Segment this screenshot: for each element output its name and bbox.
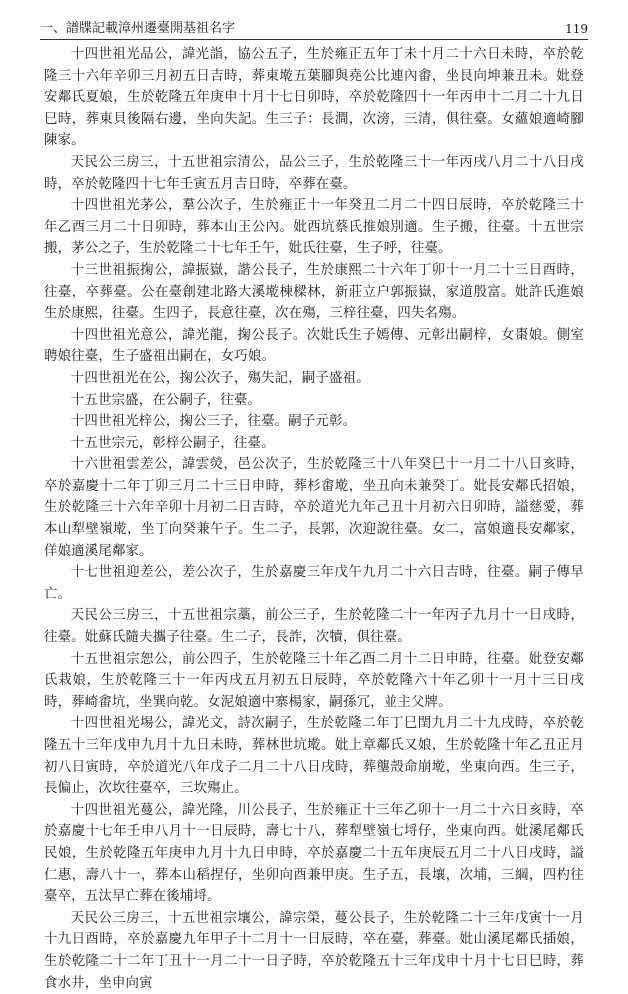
paragraph: 十六世祖雲差公，諱雲熒，邑公次子，生於乾隆三十八年癸巳十一月二十八日亥時，卒於嘉慶十二年丁卯三月二十三日申時，葬杉畬墘，坐丑向未兼癸丁。妣長安鄰氏招娘，生於乾隆三十六年辛卯十月初二日吉時，卒於道光九年己丑十月初六日卯時，謚慈愛，葬本山犁壁嶺墘，坐丁向癸兼午子。生二子，長郭，次迎說往臺。女二，富娘適長安鄰家，佯娘適溪尾鄰家。: [44, 457, 584, 559]
paragraph: 天民公三房三，十五世祖宗壤公，諱宗榮，蔓公長子，生於乾隆二十三年戊寅十一月十九日酉時，卒於嘉慶九年甲子十二月十一日辰時，卒在臺，葬臺。妣山溪尾鄰氏插娘，生於乾隆二十二年丁丑十一月二十一日子時，卒於乾隆五十三年戊申十月十七日巳時，葬食水井，坐申向寅: [44, 910, 584, 991]
paragraph: 天民公三房三，十五世祖宗藁，前公三子，生於乾隆二十一年丙子九月十一日戌時，往臺。妣蘇氏隨夫攜子往臺。生二子，長詐，次犢，俱往臺。: [44, 608, 584, 646]
paragraph: 十五世宗盛，在公嗣子，往臺。: [70, 392, 262, 408]
paragraph: 十四世祖光蔓公，諱光隆，川公長子，生於雍正十三年乙卯十一月二十六日亥時，卒於嘉慶十七年壬申八月十一日辰時，壽七十八，葬犁壁嶺七埒仔，坐東向西。妣溪尾鄰氏民娘，生於乾隆五年庚申九月十九日申時，卒於嘉慶二十五年庚辰五月二十八日戌時，謚仁惠，壽八十一，葬本山稻捏仔，坐卯向酉兼甲庚。生子五，長壤，次埔，三綱，四杓往臺卒，五汰早亡葬在後埔埒。: [44, 802, 584, 905]
page-number: 119: [565, 22, 588, 36]
paragraph: 十五世宗元，彰梓公嗣子，往臺。: [70, 435, 275, 451]
paragraph: 十四世祖光茅公，羣公次子，生於雍正十一年癸丑二月二十四日辰時，卒於乾隆三十年乙酉三月二十日卯時，葬本山王公內。妣西坑蔡氏推娘別適。生子搬，往臺。十五世宗搬，茅公之子，生於乾隆二十七年壬午，妣氏往臺，生子呼，往臺。: [44, 198, 584, 257]
paragraph: 十四世祖光梓公，掬公三子，往臺。嗣子元彰。: [70, 414, 357, 430]
paragraph: 十四世祖光在公，掬公次子，殤失記，嗣子盛祖。: [70, 370, 370, 386]
paragraph: 十七世祖迎差公，差公次子，生於嘉慶三年戊午九月二十六日吉時，往臺。嗣子傳早亡。: [44, 565, 584, 602]
paragraph: 十三世祖振掬公，諱振嶽，諧公長子，生於康熙二十六年丁卯十一月二十三日酉時，往臺，卒葬臺。公在臺創建北路大溪墘棟樑林，新莊立户郭振嶽，家道殷富。妣許氏進娘生於康熙，往臺。生四子，長意往臺，次在殤，三梓往臺，四失名殤。: [44, 262, 584, 322]
paragraph: 十五世祖宗恕公，前公四子，生於乾隆三十年乙酉二月十二日申時，往臺。妣登安鄰氏栽娘，生於乾隆三十一年丙戌五月初五日辰時，卒於乾隆六十年乙卯十一月十三日戌時，葬崎畬坑，坐巽向乾。女泥娘適中寨楊家，嗣孫冗，並主父牌。: [44, 651, 584, 710]
paragraph: 十四世祖光意公，諱光龍，掬公長子。次妣氏生子嫣傳、元彰出嗣梓，女棗娘。側室聘娘往臺，生子盛祖出嗣在，女巧娘。: [44, 327, 584, 365]
paragraph: 天民公三房三，十五世祖宗清公，品公三子，生於乾隆三十一年丙戌八月二十八日戌時，卒於乾隆四十七年壬寅五月吉日時，卒葬在臺。: [44, 154, 584, 192]
header-title: 一、譜牒記載漳州遷臺開基祖名字: [40, 21, 236, 36]
running-header: [40, 14, 588, 40]
paragraph: 十四世祖光埸公，諱光文，詩次嗣子，生於乾隆二年丁巳閏九月二十九戌時，卒於乾隆五十三年戊申九月十九日未時，葬林世坑墘。妣上章鄰氏又娘，生於乾隆十年乙丑正月初八日寅時，卒於道光八年戊子二月二十八日戌時，葬壟殼命崩墘，坐東向西。生三子，長偏止，次坎往臺卒，三坎殤止。: [44, 716, 584, 797]
document-body: [44, 44, 584, 994]
paragraph: 十四世祖光品公，諱光詣，協公五子，生於雍正五年丁未十月二十六日未時，卒於乾隆三十六年辛卯三月初五日吉時，葬東墘五葉腳與堯公比連內畬，坐艮向坤兼丑未。妣登安鄰氏夏娘，生於乾隆五年庚申十月十七日卯時，卒於乾隆四十一年丙申十二月二十九日巳時，葬東貝後隔右邊，坐向失記。生三子：長澗，次滂，三清，俱往臺。女蘊娘適崎腳陳家。: [44, 47, 584, 149]
